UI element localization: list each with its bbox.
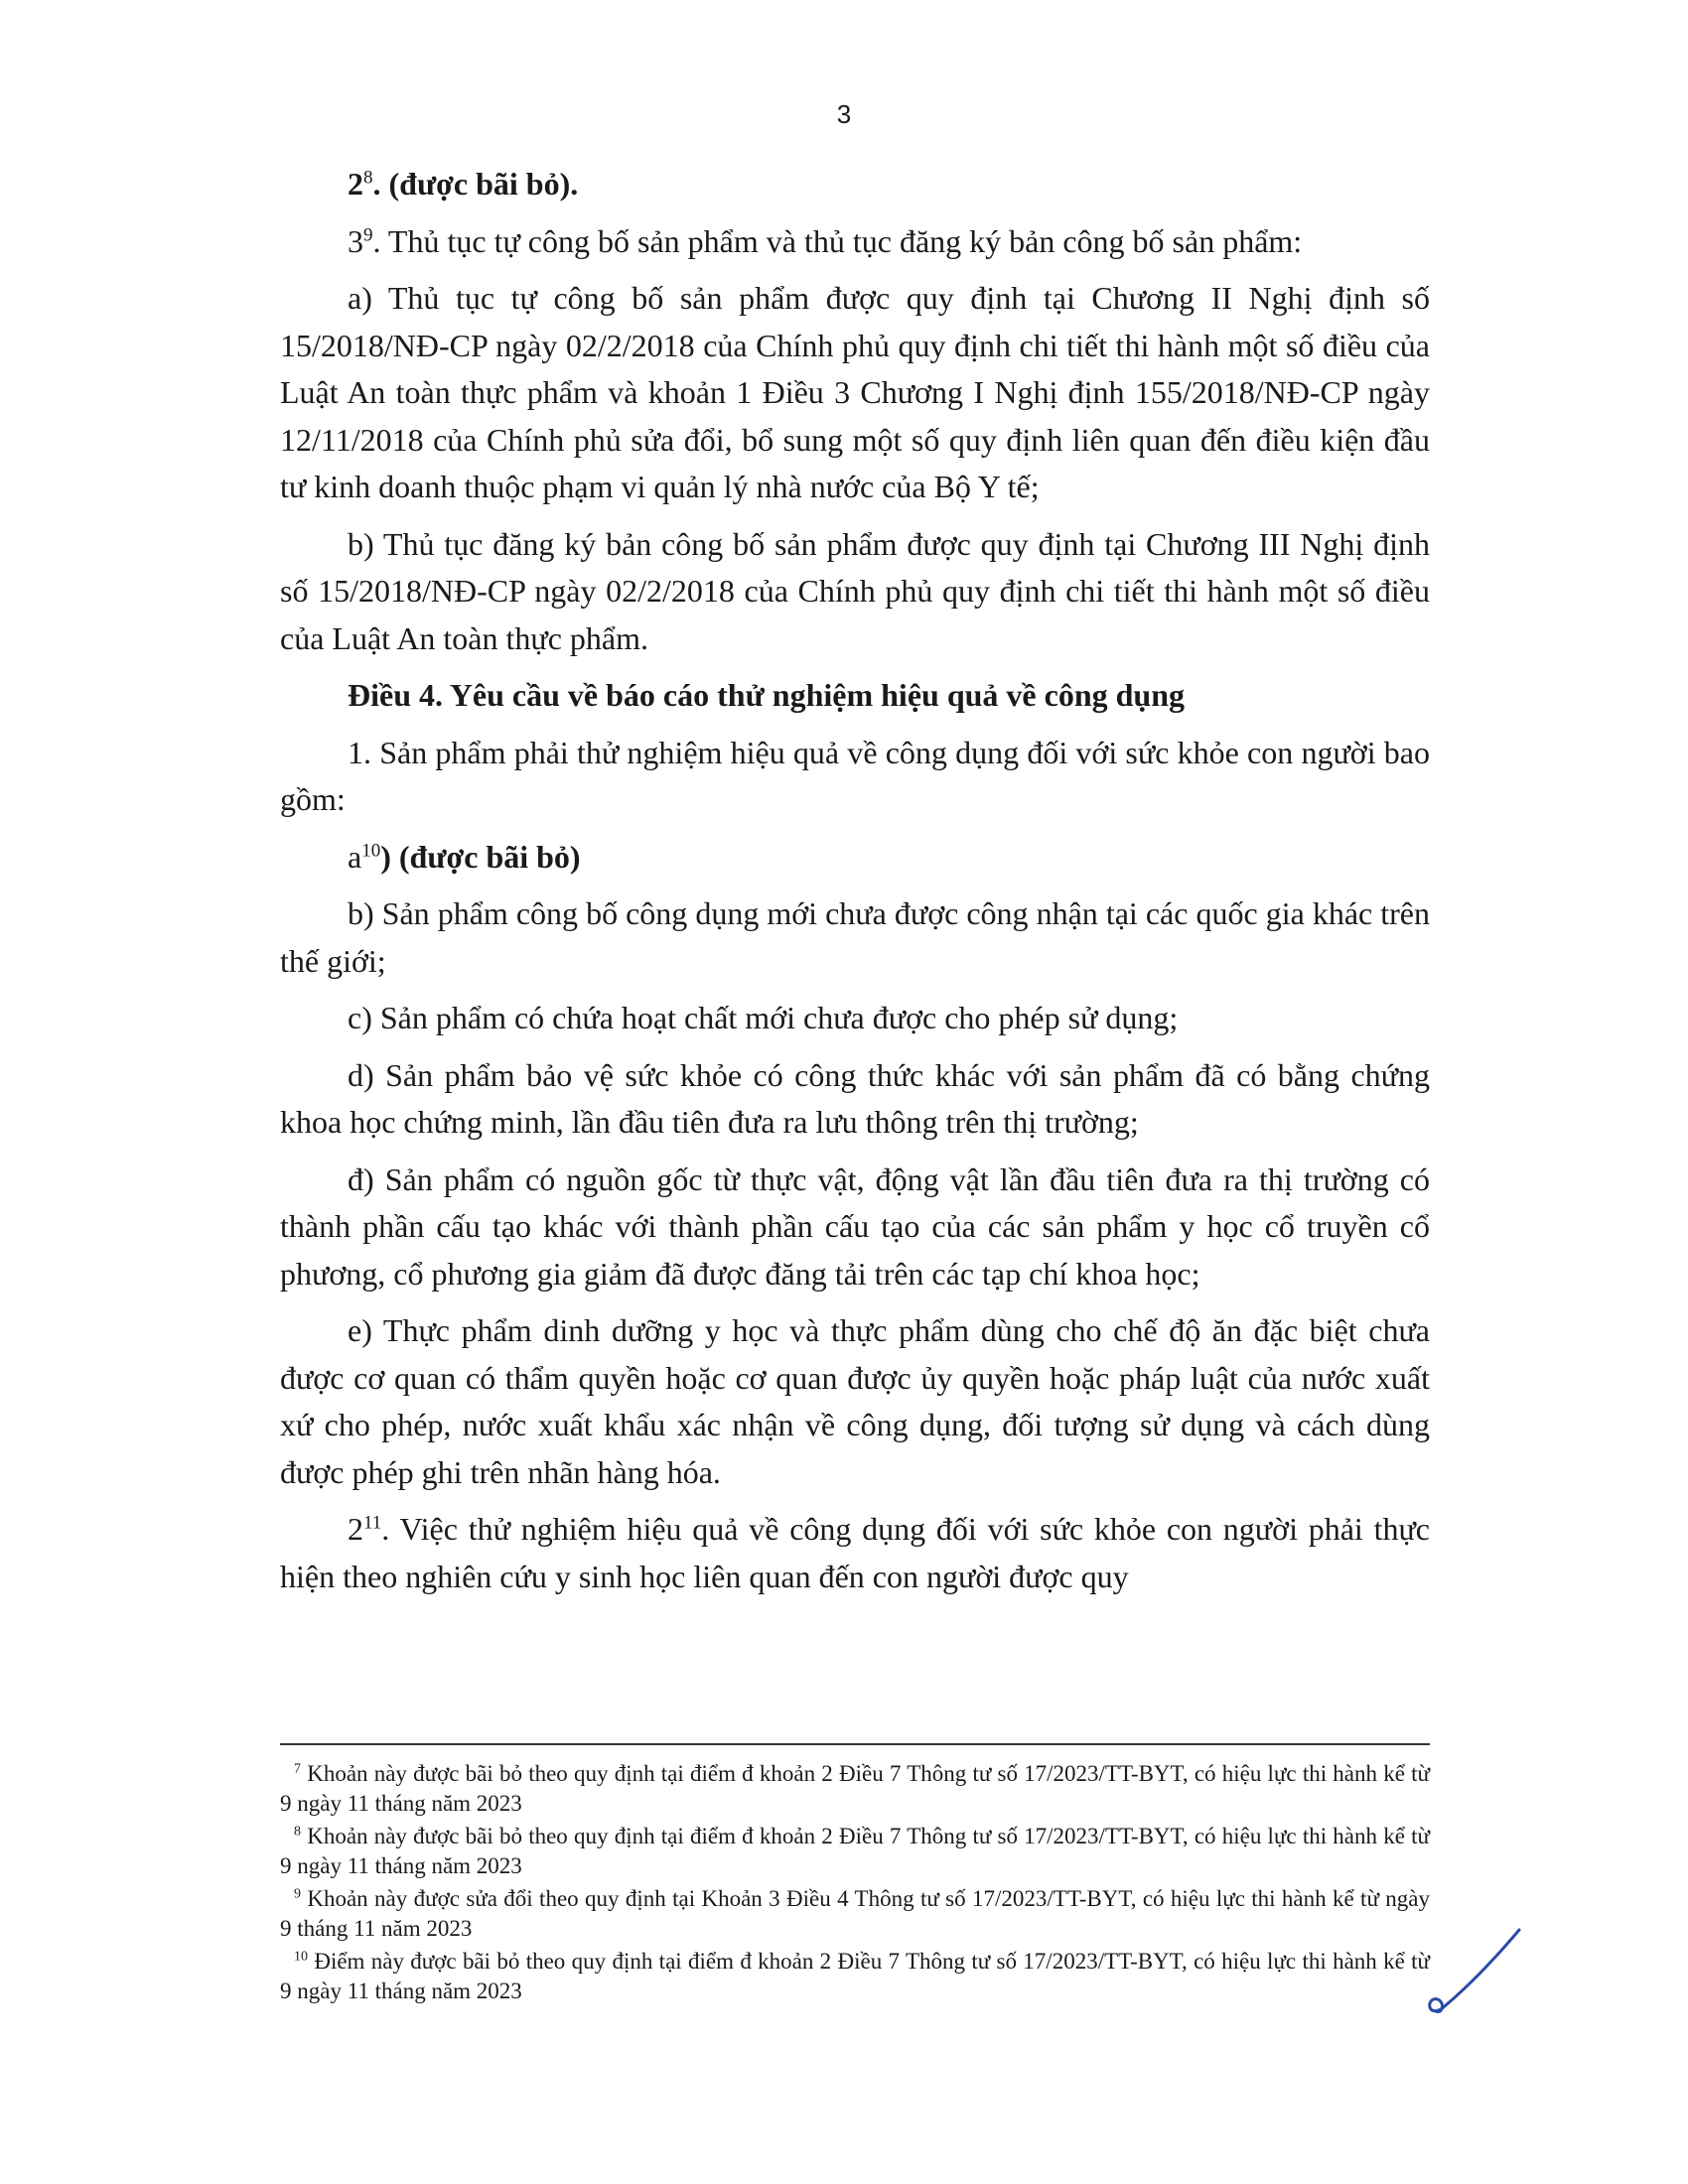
footnote-ref-8[interactable]: 8 [363,167,373,189]
footnote-number: 8 [294,1824,301,1840]
article-4-point-e: e) Thực phẩm dinh dưỡng y học và thực phẩm dùng cho chế độ ăn đặc biệt chưa được cơ quan có thẩm quyền hoặc cơ quan được ủy quyền hoặc pháp luật của nước xuất xứ cho phép, nước xuất khẩu xác nhận về công dụng, đối tượng sử dụng và cách dùng được phép ghi trên nhãn hàng hóa. [280,1312,1430,1490]
clause-3a: a) Thủ tục tự công bố sản phẩm được quy định tại Chương II Nghị định số 15/2018/NĐ-CP ngày 02/2/2018 của Chính phủ quy định chi tiết thi hành một số điều của Luật An toàn thực phẩm và khoản 1 Điều 3 Chương I Nghị định 155/2018/NĐ-CP ngày 12/11/2018 của Chính phủ sửa đổi, bổ sung một số quy định liên quan đến điều kiện đầu tư kinh doanh thuộc phạm vi quản lý nhà nước của Bộ Y tế; [280,280,1430,504]
article-4-clause-1: 1. Sản phẩm phải thử nghiệm hiệu quả về công dụng đối với sức khỏe con người bao gồm: [280,734,1430,817]
footnote-7 [280,1759,1430,1819]
article-4-clause-2 [280,1506,1430,1600]
article-4-point-a [280,834,1430,882]
footnote-text: Khoản này được bãi bỏ theo quy định tại điểm đ khoản 2 Điều 7 Thông tư số 17/2023/TT-BYT, có hiệu lực thi hành kể từ 9 ngày 11 tháng năm 2023 [280,1761,1430,1816]
article-4-point-dd: đ) Sản phẩm có nguồn gốc từ thực vật, động vật lần đầu tiên đưa ra thị trường có thành phần cấu tạo khác với thành phần cấu tạo của các sản phẩm y học cổ truyền cổ phương, cổ phương gia giảm đã được đăng tải trên các tạp chí khoa học; [280,1160,1430,1292]
clause-2-text: . (được bãi bỏ). [372,166,579,202]
article-4-clause-2-text: . Việc thử nghiệm hiệu quả về công dụng đối với sức khỏe con người phải thực hiện theo nghiên cứu y sinh học liên quan đến con người được quy [280,1511,1430,1594]
footnotes [280,1743,1430,2009]
page-number: 3 [836,99,852,129]
footnote-9 [280,1884,1430,1944]
footnote-8 [280,1822,1430,1881]
footnote-number: 10 [294,1949,308,1965]
document-body [280,161,1430,1610]
clause-3b: b) Thủ tục đăng ký bản công bố sản phẩm được quy định tại Chương III Nghị định số 15/2018/NĐ-CP ngày 02/2/2018 của Chính phủ quy định chi tiết thi hành một số điều của Luật An toàn thực phẩm. [280,525,1430,656]
signature-mark-icon [1410,1926,1529,2015]
footnote-ref-11[interactable]: 11 [363,1512,382,1534]
footnote-10 [280,1947,1430,2006]
article-4-point-c: c) Sản phẩm có chứa hoạt chất mới chưa được cho phép sử dụng; [348,1000,1179,1035]
footnote-number: 9 [294,1886,301,1902]
point-a-letter: a [348,838,362,875]
clause-2 [280,161,1430,208]
footnote-text: Điểm này được bãi bỏ theo quy định tại điểm đ khoản 2 Điều 7 Thông tư số 17/2023/TT-BYT, có hiệu lực thi hành kể từ 9 ngày 11 tháng năm 2023 [280,1949,1430,2003]
clause-3-number: 3 [348,222,363,259]
clause-3-text: . Thủ tục tự công bố sản phẩm và thủ tục đăng ký bản công bố sản phẩm: [372,222,1303,259]
clause-3 [280,218,1430,266]
footnote-number: 7 [294,1761,301,1777]
footnote-text: Khoản này được bãi bỏ theo quy định tại điểm đ khoản 2 Điều 7 Thông tư số 17/2023/TT-BYT, có hiệu lực thi hành kể từ 9 ngày 11 tháng năm 2023 [280,1824,1430,1878]
article-4-title: Điều 4. Yêu cầu về báo cáo thử nghiệm hiệu quả về công dụng [348,677,1185,713]
footnote-ref-10[interactable]: 10 [361,839,381,861]
article-4-point-d: d) Sản phẩm bảo vệ sức khỏe có công thức khác với sản phẩm đã có bằng chứng khoa học chứng minh, lần đầu tiên đưa ra lưu thông trên thị trường; [280,1056,1430,1140]
clause-2-number: 2 [348,1511,363,1547]
article-4-point-b: b) Sản phẩm công bố công dụng mới chưa được công nhận tại các quốc gia khác trên thế giới; [280,895,1430,979]
footnote-ref-9[interactable]: 9 [363,223,373,245]
point-a-text: ) (được bãi bỏ) [380,838,581,875]
footnote-text: Khoản này được sửa đổi theo quy định tại Khoản 3 Điều 4 Thông tư số 17/2023/TT-BYT, có hiệu lực thi hành kể từ ngày 9 tháng 11 năm 2023 [280,1886,1430,1941]
clause-2-number: 2 [348,166,363,202]
